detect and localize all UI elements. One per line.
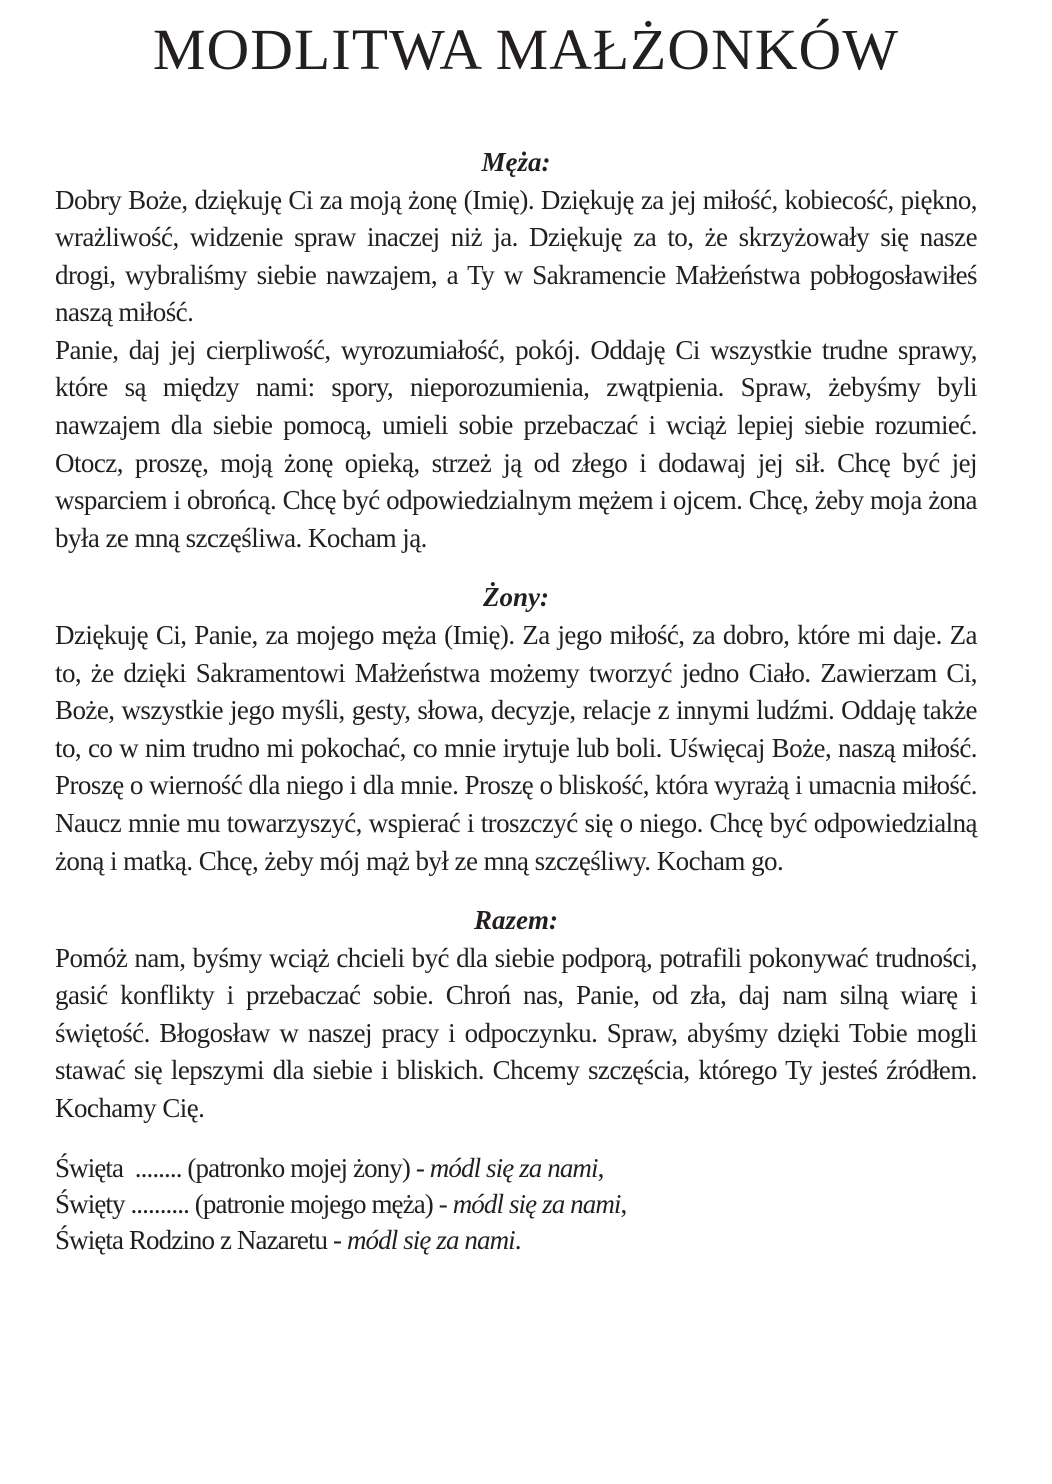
invocation-punctuation: , [597, 1152, 604, 1183]
invocation-response: módl się za nami [346, 1224, 515, 1255]
invocations-list [55, 1150, 977, 1258]
section-spacer [55, 1128, 977, 1150]
invocation-punctuation: , [620, 1188, 627, 1219]
invocation-line [55, 1222, 977, 1258]
section-together [55, 902, 977, 1127]
section-husband [55, 144, 977, 557]
section-heading-together: Razem: [474, 905, 558, 936]
husband-paragraph-1: Dobry Boże, dziękuję Ci za moją żonę (Imię). Dziękuję za jej miłość, kobiecość, piękno, wrażliwość, widzenie spraw inaczej niż ja. Dziękuję za to, że skrzyżowały się nasze drogi, wybraliśmy siebie nawzajem, a Ty w Sakramencie Małżeństwa pobłogosławiłeś naszą miłość. [55, 184, 977, 328]
section-heading-husband: Męża: [481, 147, 551, 177]
section-spacer [55, 557, 977, 579]
section-wife [55, 579, 977, 880]
invocation-text: Święty .......... (patronie mojego męża) - [55, 1188, 453, 1219]
invocation-line [55, 1150, 977, 1186]
invocation-response: módl się za nami [452, 1188, 621, 1219]
invocation-text: Święta ........ (patronko mojej żony) - [55, 1152, 430, 1183]
wife-paragraph-1: Dziękuję Ci, Panie, za mojego męża (Imię). Za jego miłość, za dobro, które mi daje. Za to, że dzięki Sakramentowi Małżeństwa możemy tworzyć jedno Ciało. Zawierzam Ci, Boże, wszystkie jego myśli, gesty, słowa, decyzje, relacje z innymi ludźmi. Oddaję także to, co w nim trudno mi pokochać, co mnie irytuje lub boli. Uświęcaj Boże, naszą miłość. Proszę o wierność dla niego i dla mnie. Proszę o bliskość, która wyrażą i umacnia miłość. Naucz mnie mu towarzyszyć, wspierać i troszczyć się o niego. Chcę być odpowiedzialną żoną i matką. Chcę, żeby mój mąż był ze mną szczęśliwy. Kocham go. [55, 619, 977, 876]
invocation-line [55, 1186, 977, 1222]
prayer-content [55, 144, 977, 1258]
page-title: MODLITWA MAŁŻONKÓW [152, 17, 900, 82]
invocation-punctuation: . [514, 1224, 521, 1255]
invocation-response: módl się za nami [429, 1152, 598, 1183]
invocation-text: Święta Rodzino z Nazaretu - [55, 1224, 347, 1255]
section-spacer [55, 880, 977, 902]
together-paragraph-1: Pomóż nam, byśmy wciąż chcieli być dla siebie podporą, potrafili pokonywać trudności, gasić konflikty i przebaczać sobie. Chroń nas, Panie, od zła, daj nam silną wiarę i świętość. Błogosław w naszej pracy i odpoczynku. Spraw, abyśmy dzięki Tobie mogli stawać się lepszymi dla siebie i bliskich. Chcemy szczęścia, którego Ty jesteś źródłem. Kochamy Cię. [55, 942, 977, 1123]
husband-paragraph-2: Panie, daj jej cierpliwość, wyrozumiałość, pokój. Oddaję Ci wszystkie trudne sprawy, które są między nami: spory, nieporozumienia, zwątpienia. Spraw, żebyśmy byli nawzajem dla siebie pomocą, umieli sobie przebaczać i wciąż lepiej siebie rozumieć. Otocz, proszę, moją żonę opieką, strzeż ją od złego i dodawaj jej sił. Chcę być jej wsparciem i obrońcą. Chcę być odpowiedzialnym mężem i ojcem. Chcę, żeby moja żona była ze mną szczęśliwa. Kocham ją. [55, 334, 977, 553]
section-heading-wife: Żony: [483, 582, 549, 613]
